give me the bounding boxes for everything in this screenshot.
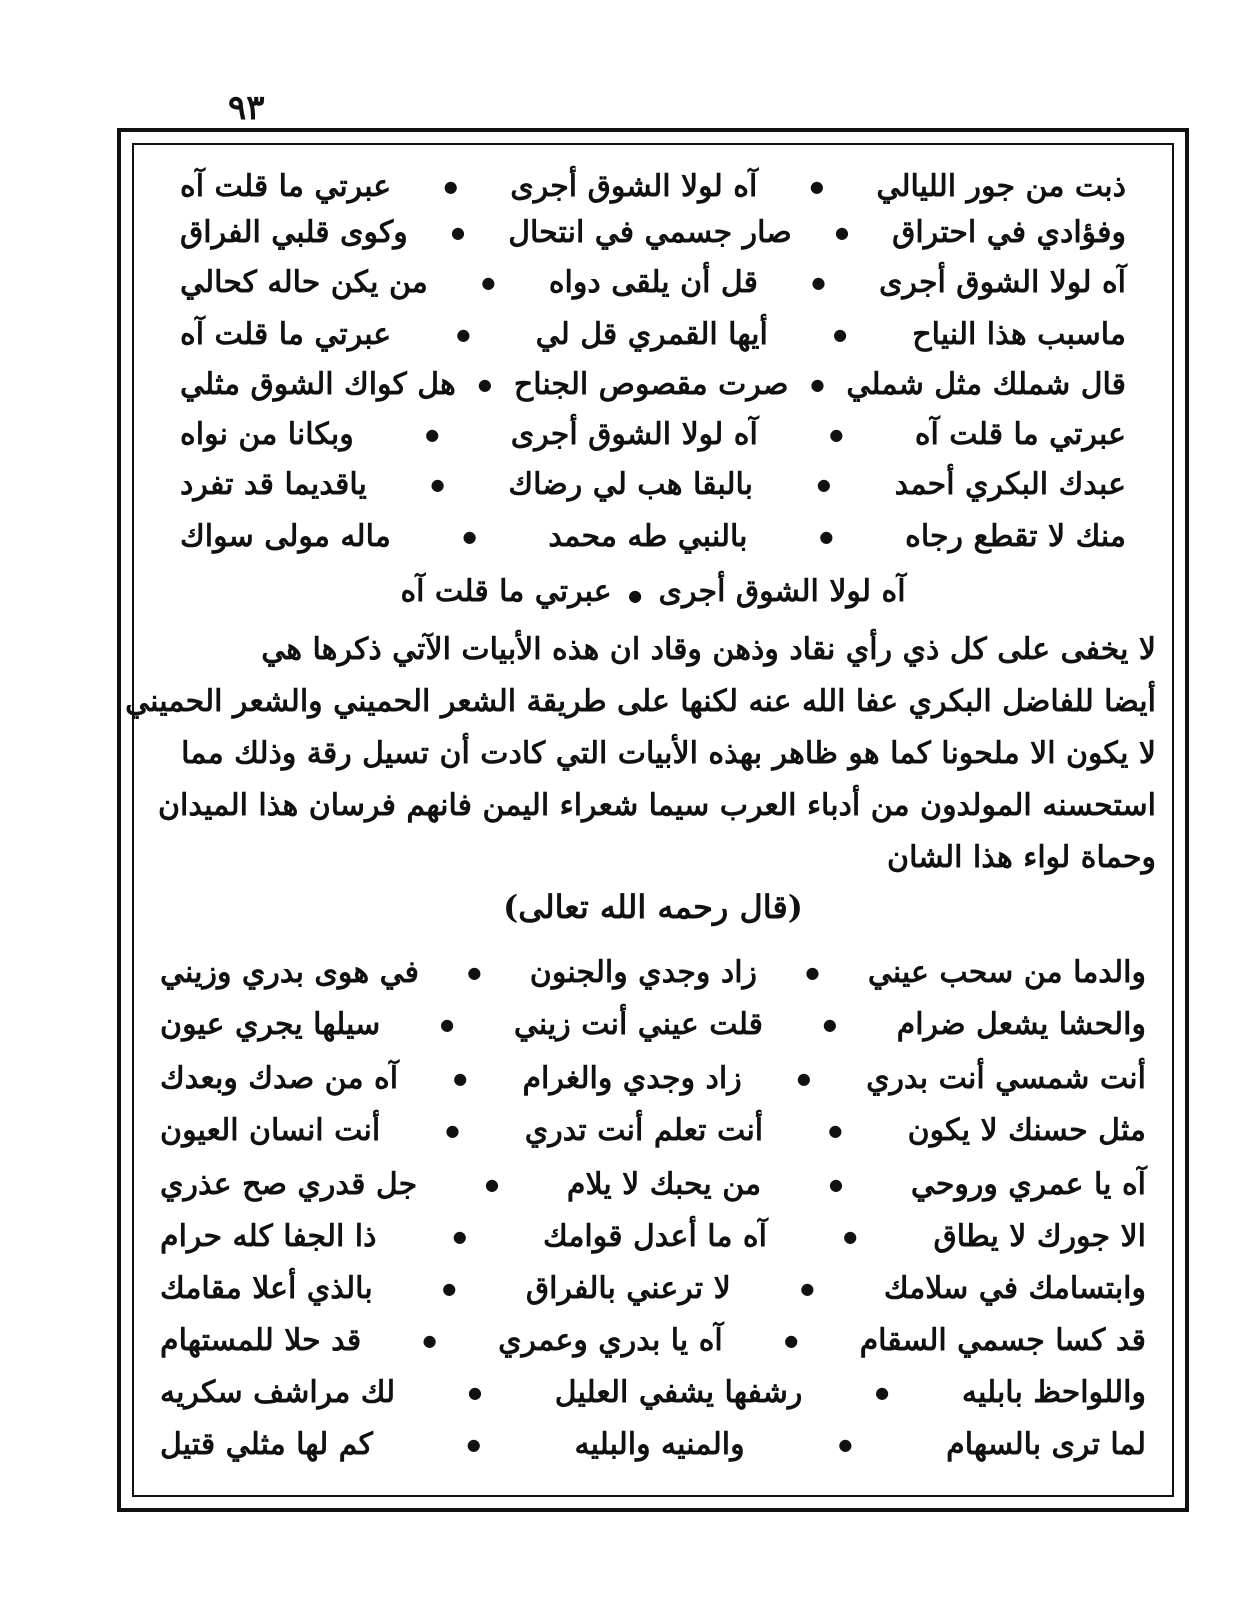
hemistich: سيلها يجري عيون [160,1006,381,1042]
hemistich: زاد وجدي والغرام [522,1060,742,1096]
hemistich: والدما من سحب عيني [867,954,1146,990]
hemistich: عبرتي ما قلت آه [400,574,612,609]
verse-line: مثل حسنك لا يكون ● أنت تعلم أنت تدري ● أنت انسان العيون [160,1112,1146,1148]
verse-line: واللواحظ بابليه ● رشفها يشفي العليل ● لك مراشف سكريه [160,1374,1146,1410]
page-number: ٩٣ [228,88,265,128]
hemistich: أنت شمسي أنت بدري [866,1060,1146,1096]
verse-line: لما ترى بالسهام ● والمنيه والبليه ● كم لها مثلي قتيل [160,1426,1146,1462]
hemistich: أيها القمري قل لي [535,316,768,352]
hemistich: واللواحظ بابليه [961,1374,1146,1410]
prose-line: وحماة لواء هذا الشان [887,840,1156,875]
hemistich: قال شملك مثل شملي [846,366,1126,402]
page-content [125,150,1156,1490]
verse-line: عبدك البكري أحمد ● بالبقا هب لي رضاك ● ياقديما قد تفرد [180,466,1126,502]
hemistich: عبدك البكري أحمد [894,466,1126,502]
prose-line: لا يخفى على كل ذي رأي نقاد وذهن وقاد ان هذه الأبيات الآتي ذكرها هي [261,632,1156,667]
hemistich: منك لا تقطع رجاه [905,518,1126,554]
hemistich: لك مراشف سكريه [160,1374,396,1410]
hemistich: هل كواك الشوق مثلي [180,366,456,402]
verse-line: وابتسامك في سلامك ● لا ترعني بالفراق ● بالذي أعلا مقامك [160,1270,1146,1306]
hemistich: ياقديما قد تفرد [180,466,367,502]
hemistich: آه لولا الشوق أجرى [658,574,906,609]
verse-line: أنت شمسي أنت بدري ● زاد وجدي والغرام ● آه من صدك وبعدك [160,1060,1146,1096]
hemistich: زاد وجدي والجنون [529,954,758,990]
hemistich: ماسبب هذا النياح [912,316,1126,352]
verse-line: عبرتي ما قلت آه ● آه لولا الشوق أجرى ● وبكانا من نواه [180,416,1126,452]
section-heading: (قال رحمه الله تعالى) [503,888,803,926]
hemistich: من يحبك لا يلام [566,1166,762,1202]
verse-line: قد كسا جسمي السقام ● آه يا بدري وعمري ● قد حلا للمستهام [160,1322,1146,1358]
prose-line: أيضا للفاضل البكري عفا الله عنه لكنها على طريقة الشعر الحميني والشعر الحميني [125,684,1156,719]
refrain-line: آه لولا الشوق أجرى ● عبرتي ما قلت آه [400,574,906,609]
hemistich: الا جورك لا يطاق [933,1218,1146,1254]
hemistich: بالنبي طه محمد [548,518,748,554]
verse-line: ذبت من جور الليالي ● آه لولا الشوق أجرى ● عبرتي ما قلت آه [180,168,1126,204]
hemistich: عبرتي ما قلت آه [180,316,392,352]
hemistich: آه يا عمري وروحي [910,1166,1146,1202]
hemistich: أنت انسان العيون [160,1112,381,1148]
hemistich: في هوى بدري وزيني [160,954,419,990]
hemistich: ماله مولى سواك [180,518,391,554]
hemistich: آه ما أعدل قوامك [543,1218,767,1254]
hemistich: ذا الجفا كله حرام [160,1218,377,1254]
hemistich: قد كسا جسمي السقام [859,1322,1146,1358]
verse-line: وفؤادي في احتراق ● صار جسمي في انتحال ● وكوى قلبي الفراق [180,214,1126,250]
hemistich: قل أن يلقى دواه [548,264,758,300]
hemistich: قلت عيني أنت زيني [513,1006,763,1042]
hemistich: كم لها مثلي قتيل [160,1426,373,1462]
verse-line: ماسبب هذا النياح ● أيها القمري قل لي ● عبرتي ما قلت آه [180,316,1126,352]
hemistich: قد حلا للمستهام [160,1322,362,1358]
hemistich: والحشا يشعل ضرام [896,1006,1146,1042]
hemistich: آه لولا الشوق أجرى [878,264,1126,300]
hemistich: بالذي أعلا مقامك [160,1270,373,1306]
hemistich: صار جسمي في انتحال [508,214,792,250]
hemistich: رشفها يشفي العليل [554,1374,803,1410]
hemistich: لا ترعني بالفراق [525,1270,731,1306]
hemistich: من يكن حاله كحالي [180,264,428,300]
hemistich: جل قدري صح عذري [160,1166,418,1202]
hemistich: آه لولا الشوق أجرى [510,416,758,452]
hemistich: لما ترى بالسهام [946,1426,1146,1462]
hemistich: وبكانا من نواه [180,416,354,452]
verse-line: آه يا عمري وروحي ● من يحبك لا يلام ● جل قدري صح عذري [160,1166,1146,1202]
hemistich: بالبقا هب لي رضاك [508,466,754,502]
hemistich: آه لولا الشوق أجرى [510,168,758,204]
verse-line: والحشا يشعل ضرام ● قلت عيني أنت زيني ● سيلها يجري عيون [160,1006,1146,1042]
hemistich: آه من صدك وبعدك [160,1060,399,1096]
hemistich: وابتسامك في سلامك [883,1270,1146,1306]
hemistich: آه يا بدري وعمري [498,1322,723,1358]
verse-line: الا جورك لا يطاق ● آه ما أعدل قوامك ● ذا الجفا كله حرام [160,1218,1146,1254]
hemistich: وكوى قلبي الفراق [180,214,408,250]
hemistich: أنت تعلم أنت تدري [524,1112,764,1148]
verse-line: آه لولا الشوق أجرى ● قل أن يلقى دواه ● من يكن حاله كحالي [180,264,1126,300]
hemistich: والمنيه والبليه [574,1426,745,1462]
hemistich: عبرتي ما قلت آه [914,416,1126,452]
verse-line: منك لا تقطع رجاه ● بالنبي طه محمد ● ماله مولى سواك [180,518,1126,554]
verse-line: قال شملك مثل شملي ● صرت مقصوص الجناح ● هل كواك الشوق مثلي [180,366,1126,402]
verse-line: والدما من سحب عيني ● زاد وجدي والجنون ● في هوى بدري وزيني [160,954,1146,990]
hemistich: عبرتي ما قلت آه [180,168,392,204]
hemistich: صرت مقصوص الجناح [513,366,789,402]
hemistich: ذبت من جور الليالي [876,168,1126,204]
prose-line: لا يكون الا ملحونا كما هو ظاهر بهذه الأبيات التي كادت أن تسيل رقة وذلك مما [181,736,1156,771]
prose-line: استحسنه المولدون من أدباء العرب سيما شعراء اليمن فانهم فرسان هذا الميدان [157,788,1156,823]
prose-paragraph [125,624,1156,884]
hemistich: وفؤادي في احتراق [892,214,1126,250]
hemistich: مثل حسنك لا يكون [907,1112,1146,1148]
